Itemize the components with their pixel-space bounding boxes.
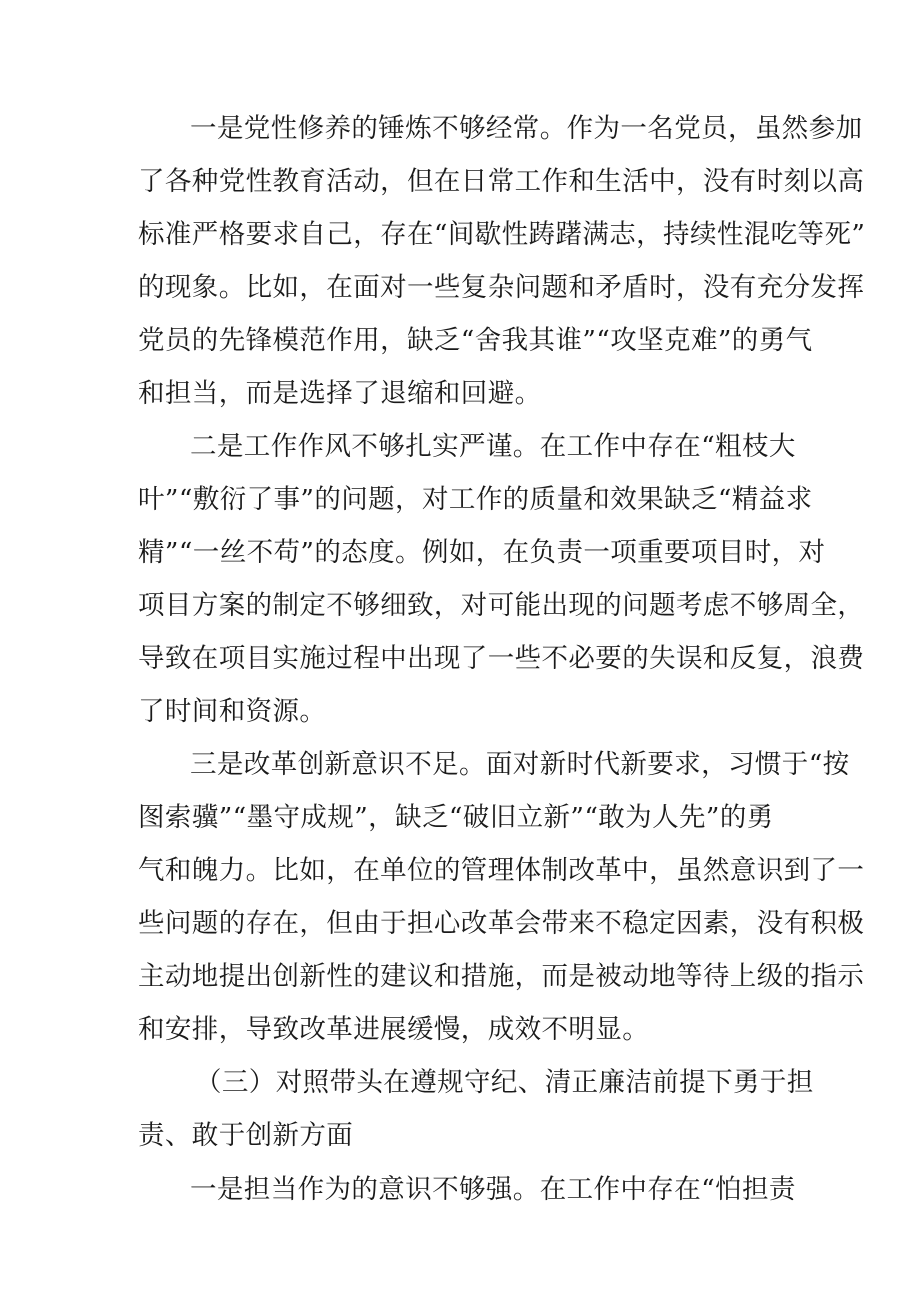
paragraph-1-line-4: 的现象。比如，在面对一些复杂问题和矛盾时，没有充分发挥 (138, 272, 865, 303)
paragraph-2-line-5: 导致在项目实施过程中出现了一些不必要的失误和反复，浪费 (138, 643, 865, 674)
paragraph-3-line-3: 气和魄力。比如，在单位的管理体制改革中，虽然意识到了一 (138, 855, 865, 886)
paragraph-3-line-6: 和安排，导致改革进展缓慢，成效不明显。 (138, 1014, 650, 1045)
paragraph-1-line-2: 了各种党性教育活动，但在日常工作和生活中，没有时刻以高 (138, 166, 865, 197)
paragraph-1-line-5: 党员的先锋模范作用，缺乏“舍我其谁”“攻坚克难”的勇气 (138, 325, 813, 356)
paragraph-2-line-1: 二是工作作风不够扎实严谨。在工作中存在“粗枝大 (190, 431, 796, 462)
paragraph-1-line-6: 和担当，而是选择了退缩和回避。 (138, 378, 542, 409)
paragraph-3-line-4: 些问题的存在，但由于担心改革会带来不稳定因素，没有积极 (138, 908, 865, 939)
paragraph-4-line-1: 一是担当作为的意识不够强。在工作中存在“怕担责 (190, 1174, 796, 1205)
paragraph-1-line-3: 标准严格要求自己，存在“间歇性踌躇满志，持续性混吃等死” (138, 219, 866, 250)
paragraph-2-line-6: 了时间和资源。 (138, 696, 327, 727)
paragraph-1-line-1: 一是党性修养的锤炼不够经常。作为一名党员，虽然参加 (190, 113, 863, 144)
paragraph-3-line-1: 三是改革创新意识不足。面对新时代新要求，习惯于“按 (190, 749, 850, 780)
paragraph-3-line-5: 主动地提出创新性的建议和措施，而是被动地等待上级的指示 (138, 961, 865, 992)
section-heading-line-1: （三）对照带头在遵规守纪、清正廉洁前提下勇于担 (195, 1067, 814, 1098)
paragraph-2-line-2: 叶”“敷衍了事”的问题，对工作的质量和效果缺乏“精益求 (138, 484, 813, 515)
paragraph-3-line-2: 图索骥”“墨守成规”，缺乏“破旧立新”“敢为人先”的勇 (138, 802, 774, 833)
paragraph-2-line-4: 项目方案的制定不够细致，对可能出现的问题考虑不够周全， (138, 590, 865, 621)
paragraph-2-line-3: 精”“一丝不苟”的态度。例如，在负责一项重要项目时，对 (138, 537, 826, 568)
section-heading-line-2: 责、敢于创新方面 (138, 1120, 354, 1151)
